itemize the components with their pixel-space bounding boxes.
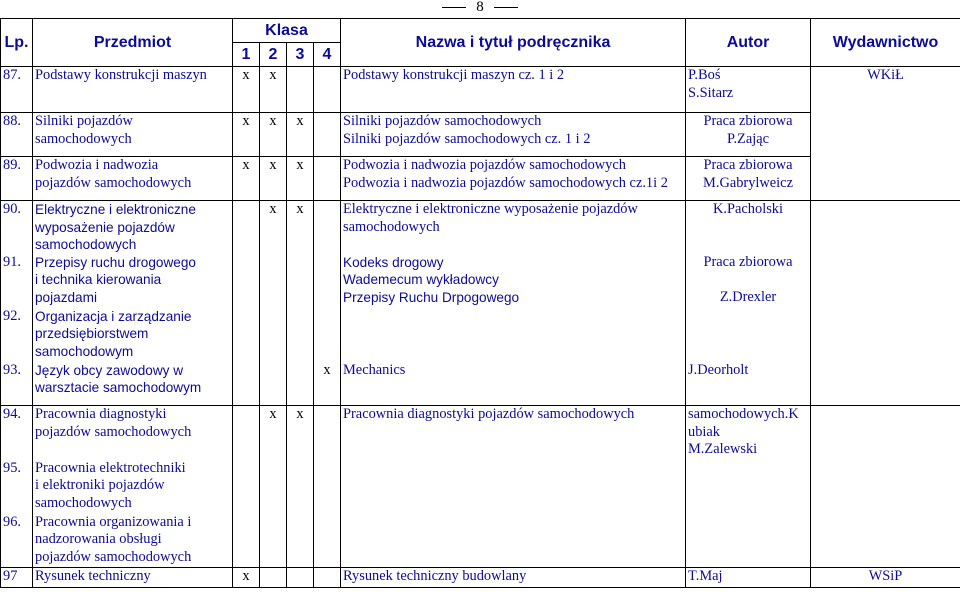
row-lp: 94. (1, 406, 33, 460)
row-author (686, 460, 811, 514)
row-subject: Podstawy konstrukcji maszyn (33, 67, 233, 113)
row-class-2: x (260, 201, 287, 254)
row-author: T.Maj (686, 568, 811, 588)
row-class-3: x (287, 201, 314, 254)
row-class-1 (233, 514, 260, 568)
row-book: Mechanics (341, 362, 686, 406)
row-class-2: x (260, 113, 287, 157)
header-klasa: Klasa (233, 19, 341, 43)
row-subject: Organizacja i zarządzanie przedsiębiorstwem samochodowym (33, 308, 233, 362)
row-author: J.Deorholt (686, 362, 811, 406)
table-row (1, 201, 960, 254)
row-class-1 (233, 308, 260, 362)
row-subject: Przepisy ruchu drogowego i technika kierowania pojazdami (33, 254, 233, 308)
row-book: Silniki pojazdów samochodowych Silniki pojazdów samochodowych cz. 1 i 2 (341, 113, 686, 157)
row-class-3: x (287, 157, 314, 201)
row-class-1 (233, 254, 260, 308)
row-class-2 (260, 254, 287, 308)
row-class-2 (260, 362, 287, 406)
header-autor: Autor (686, 19, 811, 67)
row-class-4 (314, 113, 341, 157)
row-class-3 (287, 568, 314, 588)
row-class-1: x (233, 113, 260, 157)
row-book: Podwozia i nadwozia pojazdów samochodowych Podwozia i nadwozia pojazdów samochodowych cz.1i 2 (341, 157, 686, 201)
table-row (1, 568, 960, 588)
row-class-4 (314, 406, 341, 460)
row-author: Praca zbiorowa M.Gabrylweicz (686, 157, 811, 201)
row-class-3 (287, 514, 314, 568)
row-class-3 (287, 362, 314, 406)
row-class-1: x (233, 157, 260, 201)
row-class-4 (314, 254, 341, 308)
row-author: samochodowych.K ubiak M.Zalewski (686, 406, 811, 460)
row-publisher: WKiŁ (811, 67, 960, 201)
row-author: Praca zbiorowa Z.Drexler (686, 254, 811, 308)
row-class-1 (233, 362, 260, 406)
row-subject: Pracownia organizowania i nadzorowania obsługi pojazdów samochodowych (33, 514, 233, 568)
row-book: Pracownia diagnostyki pojazdów samochodowych (341, 406, 686, 460)
row-book: Elektryczne i elektroniczne wyposażenie pojazdów samochodowych (341, 201, 686, 254)
row-class-4 (314, 568, 341, 588)
row-lp: 97 (1, 568, 33, 588)
row-lp: 93. (1, 362, 33, 406)
row-subject: Pracownia diagnostyki pojazdów samochodowych (33, 406, 233, 460)
row-subject: Pracownia elektrotechniki i elektroniki pojazdów samochodowych (33, 460, 233, 514)
row-class-1 (233, 201, 260, 254)
row-lp: 90. (1, 201, 33, 254)
row-class-4 (314, 157, 341, 201)
page-number (0, 0, 960, 18)
row-lp: 95. (1, 460, 33, 514)
row-class-1: x (233, 568, 260, 588)
row-publisher (811, 201, 960, 406)
row-lp: 96. (1, 514, 33, 568)
header-klasa-4: 4 (314, 43, 341, 67)
row-class-2 (260, 568, 287, 588)
row-lp: 89. (1, 157, 33, 201)
row-lp: 88. (1, 113, 33, 157)
header-lp: Lp. (1, 19, 33, 67)
row-class-4: x (314, 362, 341, 406)
header-klasa-3: 3 (287, 43, 314, 67)
row-class-1 (233, 406, 260, 460)
row-author: K.Pacholski (686, 201, 811, 254)
row-publisher: WSiP (811, 568, 960, 588)
row-author (686, 514, 811, 568)
row-class-4 (314, 308, 341, 362)
row-publisher (811, 406, 960, 568)
header-nazwa: Nazwa i tytuł podręcznika (341, 19, 686, 67)
row-class-2: x (260, 67, 287, 113)
row-class-4 (314, 514, 341, 568)
row-lp: 87. (1, 67, 33, 113)
header-klasa-1: 1 (233, 43, 260, 67)
row-author: Praca zbiorowa P.Zając (686, 113, 811, 157)
row-subject: Silniki pojazdów samochodowych (33, 113, 233, 157)
row-class-1 (233, 460, 260, 514)
row-class-1: x (233, 67, 260, 113)
row-subject: Podwozia i nadwozia pojazdów samochodowych (33, 157, 233, 201)
row-book (341, 460, 686, 514)
row-lp: 92. (1, 308, 33, 362)
row-subject: Rysunek techniczny (33, 568, 233, 588)
row-book (341, 514, 686, 568)
header-przedmiot: Przedmiot (33, 19, 233, 67)
row-book: Kodeks drogowy Wademecum wykładowcy Przepisy Ruchu Drpogowego (341, 254, 686, 308)
row-lp: 91. (1, 254, 33, 308)
textbook-table (0, 18, 960, 588)
row-class-3 (287, 67, 314, 113)
row-subject: Elektryczne i elektroniczne wyposażenie pojazdów samochodowych (33, 201, 233, 254)
row-author: P.Boś S.Sitarz (686, 67, 811, 113)
page-number-text: 8 (472, 0, 488, 15)
row-class-4 (314, 460, 341, 514)
row-class-2: x (260, 157, 287, 201)
row-class-2 (260, 308, 287, 362)
row-class-2 (260, 514, 287, 568)
row-class-3: x (287, 113, 314, 157)
header-wydawnictwo: Wydawnictwo (811, 19, 960, 67)
table-row (1, 67, 960, 113)
row-class-4 (314, 67, 341, 113)
row-class-2: x (260, 406, 287, 460)
row-book: Podstawy konstrukcji maszyn cz. 1 i 2 (341, 67, 686, 113)
row-author (686, 308, 811, 362)
row-class-3 (287, 254, 314, 308)
row-book: Rysunek techniczny budowlany (341, 568, 686, 588)
row-book (341, 308, 686, 362)
row-class-4 (314, 201, 341, 254)
row-class-3 (287, 460, 314, 514)
header-klasa-2: 2 (260, 43, 287, 67)
row-class-3 (287, 308, 314, 362)
row-class-2 (260, 460, 287, 514)
table-row (1, 406, 960, 460)
row-subject: Język obcy zawodowy w warsztacie samochodowym (33, 362, 233, 406)
row-class-3: x (287, 406, 314, 460)
